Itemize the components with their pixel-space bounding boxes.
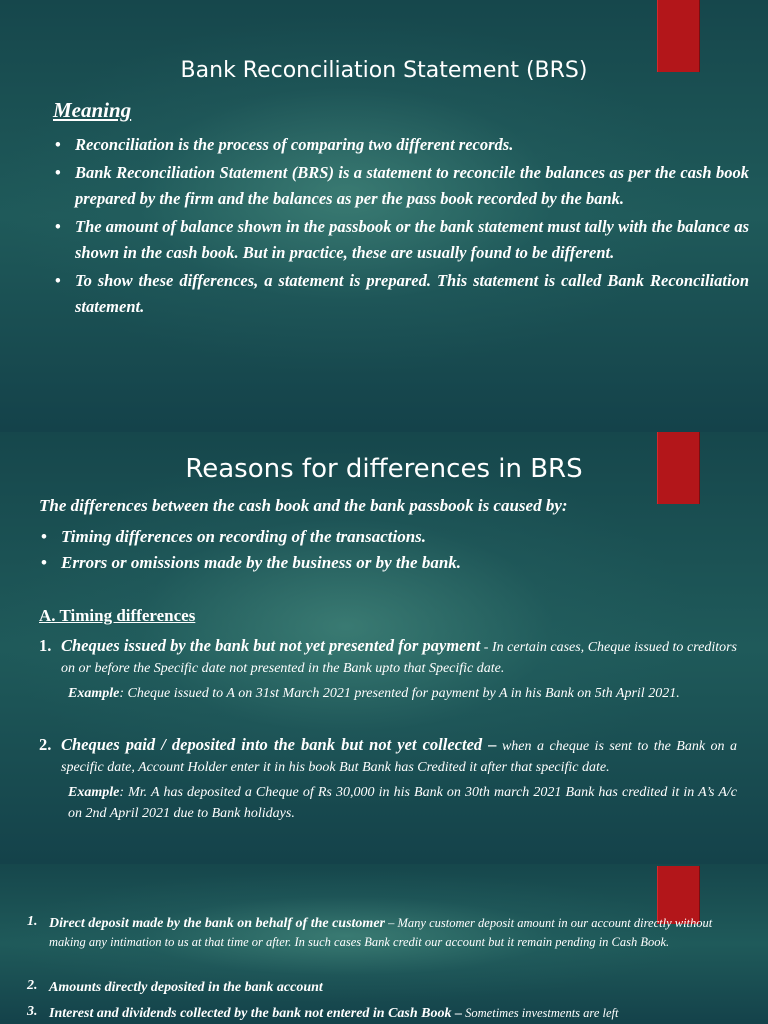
item-heading: Cheques issued by the bank but not yet presented for payment (61, 636, 481, 655)
example-text: Example: Cheque issued to A on 31st March 2021 presented for payment by A in his Bank on 5th April 2021. (68, 686, 680, 701)
item-heading: Cheques paid / deposited into the bank but not yet collected – (61, 735, 497, 754)
numbered-item (27, 914, 729, 952)
bullet-icon: • (55, 163, 61, 182)
item-number: 2. (27, 978, 38, 993)
numbered-item (27, 1004, 729, 1023)
bullet-item: • Errors or omissions made by the business or by the bank. (61, 550, 751, 576)
slide-reasons-continued (0, 864, 768, 1024)
item-description: - In certain cases, Cheque issued to creditors on or before the Specific date not presented in the Bank upto that Specific date. (61, 640, 737, 676)
item-description: – Many customer deposit amount in our account directly without making any intimation to us at that time or after. In such cases Bank credit our account but it remain pending in Cash Book. (49, 916, 713, 949)
bullet-item: • To show these differences, a statement is prepared. This statement is called Bank Reconciliation statement. (75, 268, 749, 320)
item-number: 3. (27, 1004, 38, 1019)
example-text: Example: Mr. A has deposited a Cheque of Rs 30,000 in his Bank on 30th march 2021 Bank has credited it in A’s A/c on 2nd April 2021 due to Bank holidays. (68, 785, 737, 821)
bullet-icon: • (41, 527, 47, 546)
reasons-bullet-list (41, 524, 751, 576)
example-label: Example (68, 785, 120, 800)
bullet-item: • Reconciliation is the process of comparing two different records. (75, 132, 749, 158)
slide-title: Bank Reconciliation Statement (BRS) (180, 58, 588, 83)
bullet-item: • The amount of balance shown in the passbook or the bank statement must tally with the balance as shown in the cash book. But in practice, these are usually found to be different. (75, 214, 749, 266)
bullet-icon: • (55, 217, 61, 236)
section-heading-meaning: Meaning (53, 98, 132, 122)
item-heading: Interest and dividends collected by the bank not entered in Cash Book – (49, 1006, 463, 1021)
meaning-bullet-list (55, 132, 749, 322)
bullet-icon: • (41, 553, 47, 572)
item-number: 2. (39, 735, 52, 754)
numbered-item (39, 735, 737, 824)
item-description: when a cheque is sent to the Bank on a specific date, Account Holder enter it in his book But Bank has Credited it after that specific date. (61, 739, 737, 775)
slide-title: Reasons for differences in BRS (185, 454, 583, 484)
item-heading: Direct deposit made by the bank on behalf of the customer (49, 916, 385, 931)
item-heading: Amounts directly deposited in the bank account (49, 980, 323, 995)
bullet-icon: • (55, 271, 61, 290)
intro-text: The differences between the cash book and the bank passbook is caused by: (39, 496, 568, 515)
slide-reasons (0, 432, 768, 864)
bullet-icon: • (55, 135, 61, 154)
numbered-item (39, 636, 737, 704)
item-description: Sometimes investments are left (462, 1006, 619, 1020)
item-number: 1. (27, 914, 38, 929)
slide-meaning (0, 0, 768, 432)
example-label: Example (68, 686, 120, 701)
numbered-item (27, 978, 729, 996)
bullet-item: • Bank Reconciliation Statement (BRS) is a statement to reconcile the balances as per the cash book prepared by the firm and the balances as per the pass book recorded by the bank. (75, 160, 749, 212)
subheading-timing-differences: A. Timing differences (39, 606, 196, 625)
bullet-item: • Timing differences on recording of the transactions. (61, 524, 751, 550)
item-number: 1. (39, 636, 52, 655)
